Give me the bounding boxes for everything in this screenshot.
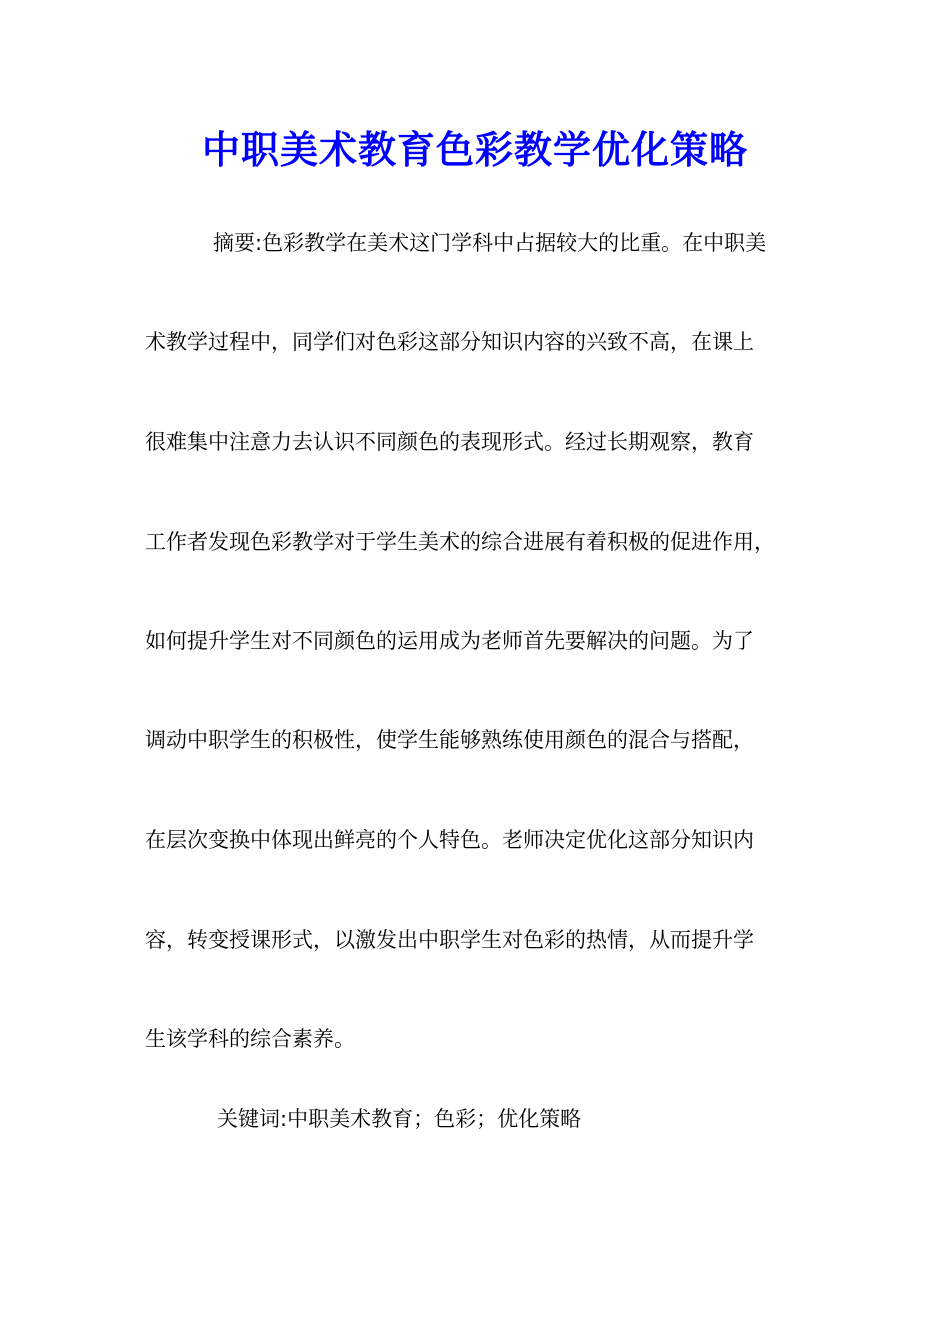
abstract-line-3: 很难集中注意力去认识不同颜色的表现形式。经过长期观察，教育 [145,430,754,454]
abstract-line-4: 工作者发现色彩教学对于学生美术的综合进展有着积极的促进作用， [145,530,775,554]
abstract-line-9: 生该学科的综合素养。 [145,1027,355,1051]
abstract-line-8: 容，转变授课形式，以激发出中职学生对色彩的热情，从而提升学 [145,928,754,952]
abstract-line-6: 调动中职学生的积极性，使学生能够熟练使用颜色的混合与搭配， [145,728,754,752]
abstract-line-7: 在层次变换中体现出鲜亮的个人特色。老师决定优化这部分知识内 [145,828,754,852]
abstract-line-5: 如何提升学生对不同颜色的运用成为老师首先要解决的问题。为了 [145,629,754,653]
abstract-line-1: 摘要:色彩教学在美术这门学科中占据较大的比重。在中职美 [213,231,767,255]
keywords-line: 关键词:中职美术教育；色彩；优化策略 [217,1107,582,1131]
abstract-line-2: 术教学过程中，同学们对色彩这部分知识内容的兴致不高，在课上 [145,330,754,354]
document-title: 中职美术教育色彩教学优化策略 [201,127,748,172]
